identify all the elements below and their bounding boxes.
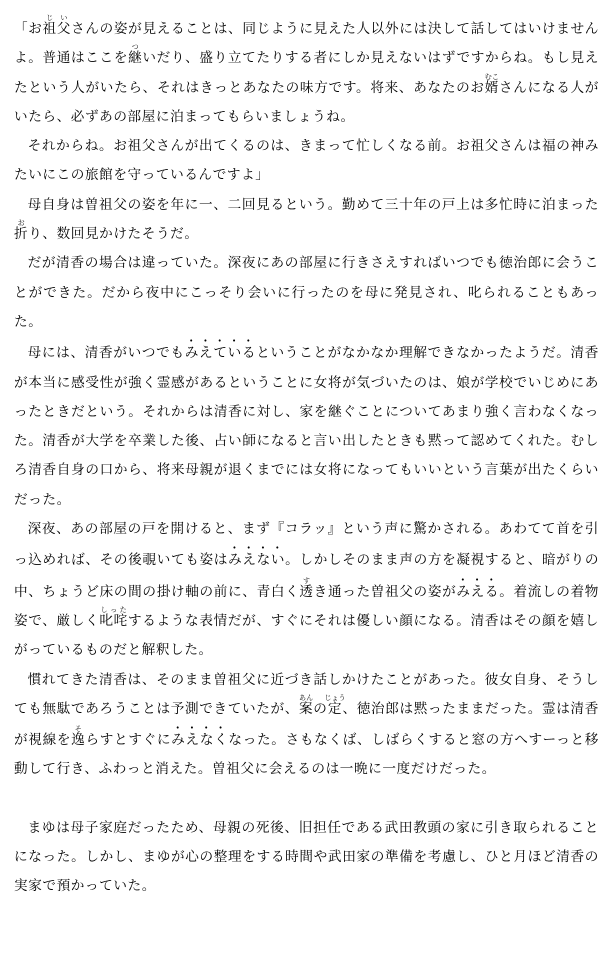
ruby-base: 継 <box>128 50 143 67</box>
text-run: それからね。お祖父さんが出てくるのは、きまって忙しくなる前。お祖父さんは福の神みたいにこの旅館を守っているんですよ」 <box>14 138 599 184</box>
text-run: 。着流しの着物姿で、厳しく <box>14 583 599 629</box>
paragraph <box>14 515 599 665</box>
text-run: り、数回見かけたそうだ。 <box>28 226 199 243</box>
text-run: 。しかしそのまま声の方を凝視すると、暗がりの中、ちょうど床の間の掛け軸の前に、青白く <box>14 552 600 600</box>
ruby-base: 叱咤 <box>99 612 128 629</box>
ruby-base: 透 <box>299 583 314 600</box>
text-run: 母自身は曽祖父の姿を年に一、二回見るという。勤めて三十年の戸上は多忙時に泊まった <box>27 196 599 213</box>
text-run: さんの姿が見えることは、同じように見えた人以外には決して話してはいけませんよ。普通はここを <box>14 21 600 67</box>
ruby-annotation <box>299 576 314 600</box>
emphasized-text: みえない <box>228 552 286 569</box>
text-run: らすとすぐに <box>85 732 172 749</box>
paragraph <box>14 132 599 191</box>
text-run: の <box>313 700 328 717</box>
emphasized-text: みえる <box>456 583 500 600</box>
text-run: 深夜、あの部屋の戸を開けると、まず『コラッ』という声に驚かされる。あわてて首を引っ込めれば、その後覗いても姿は <box>14 521 599 569</box>
ruby-base: 案 <box>298 700 314 717</box>
ruby-annotation <box>324 693 346 717</box>
ruby-base: 折 <box>14 226 29 243</box>
ruby-reading: むこ <box>484 72 499 81</box>
ruby-reading: しった <box>99 605 128 614</box>
section-break <box>14 785 599 814</box>
paragraph <box>14 666 599 785</box>
ruby-annotation <box>484 72 500 96</box>
text-run: いだり、盛り立てたりする者にしか見えないはずですからね。もし見えたという人がいたら、それはきっとあなたの味方です。将来、あなたのお <box>14 50 599 96</box>
ruby-annotation <box>99 605 128 629</box>
text-run: き通った曽祖父の姿が <box>313 583 457 600</box>
body-text <box>14 14 599 902</box>
text-run: まゆは母子家庭だったため、母親の死後、旧担任である武田教頭の家に引き取られることになった。しかし、まゆが心の整理をする時間や武田家の準備を考慮し、ひと月ほど清香の実家で預かっていた。 <box>14 819 599 895</box>
emphasized-text: みえなく <box>171 732 229 749</box>
text-run: 慣れてきた清香は、そのまま曽祖父に近づき話しかけたことがあった。彼女自身、そうしても無駄であろうことは予測できていたが、 <box>14 671 599 717</box>
paragraph <box>14 191 599 250</box>
ruby-reading: あん <box>298 693 314 702</box>
text-run: 母には、清香がいつでも <box>27 345 185 362</box>
ruby-base: 婿 <box>484 79 500 96</box>
paragraph <box>14 814 599 902</box>
ruby-annotation <box>71 725 86 749</box>
ruby-annotation <box>128 43 143 67</box>
ruby-base: 逸 <box>71 732 86 749</box>
paragraph <box>14 14 599 132</box>
ruby-base: 定 <box>324 700 346 717</box>
ruby-reading: じい <box>42 14 72 22</box>
ruby-annotation <box>298 693 314 717</box>
text-run: ということがなかなか理解できなかったようだ。清香が本当に感受性が強く霊感があるということに女将が気づいたのは、娘が学校でいじめにあったときだという。それからは清香に対し、家を継ぐことについてあまり強く言わなくなった。清香が大学を卒業した後、占い師になると言い出したときも黙って認めてくれた。むしろ清香自身の口から、将来母親が退くまでには女将になってもいいという言葉が出たくらいだった。 <box>14 345 599 508</box>
ruby-reading: す <box>299 576 314 585</box>
ruby-reading: そ <box>71 725 86 734</box>
paragraph <box>14 337 599 515</box>
text-run: なった。さもなくば、しばらくすると窓の方へすーっと移動して行き、ふわっと消えた。曽祖父に会えるのは一晩に一度だけだった。 <box>14 732 599 778</box>
paragraph <box>14 249 599 337</box>
text-run: 「お <box>14 21 43 37</box>
ruby-annotation <box>14 219 29 243</box>
emphasized-text: みえている <box>184 345 257 362</box>
ruby-annotation <box>42 14 72 37</box>
ruby-base: 祖父 <box>42 21 72 37</box>
text-run: さんになる人がいたら、必ずあの部屋に泊まってもらいましょうね。 <box>14 79 599 125</box>
ruby-reading: お <box>14 219 29 228</box>
ruby-reading: つ <box>128 43 143 52</box>
text-run: 、徳治郎は黙ったままだった。霊は清香が視線を <box>14 700 599 749</box>
text-run: だが清香の場合は違っていた。深夜にあの部屋に行きさえすればいつでも徳治郎に会うことができた。だから夜中にこっそり会いに行ったのを母に発見され、叱られることもあった。 <box>14 255 599 330</box>
ruby-reading: じょう <box>324 693 346 702</box>
text-run: するような表情だが、すぐにそれは優しい顔になる。清香はその顔を嬉しがっているものだと解釈した。 <box>14 612 599 659</box>
